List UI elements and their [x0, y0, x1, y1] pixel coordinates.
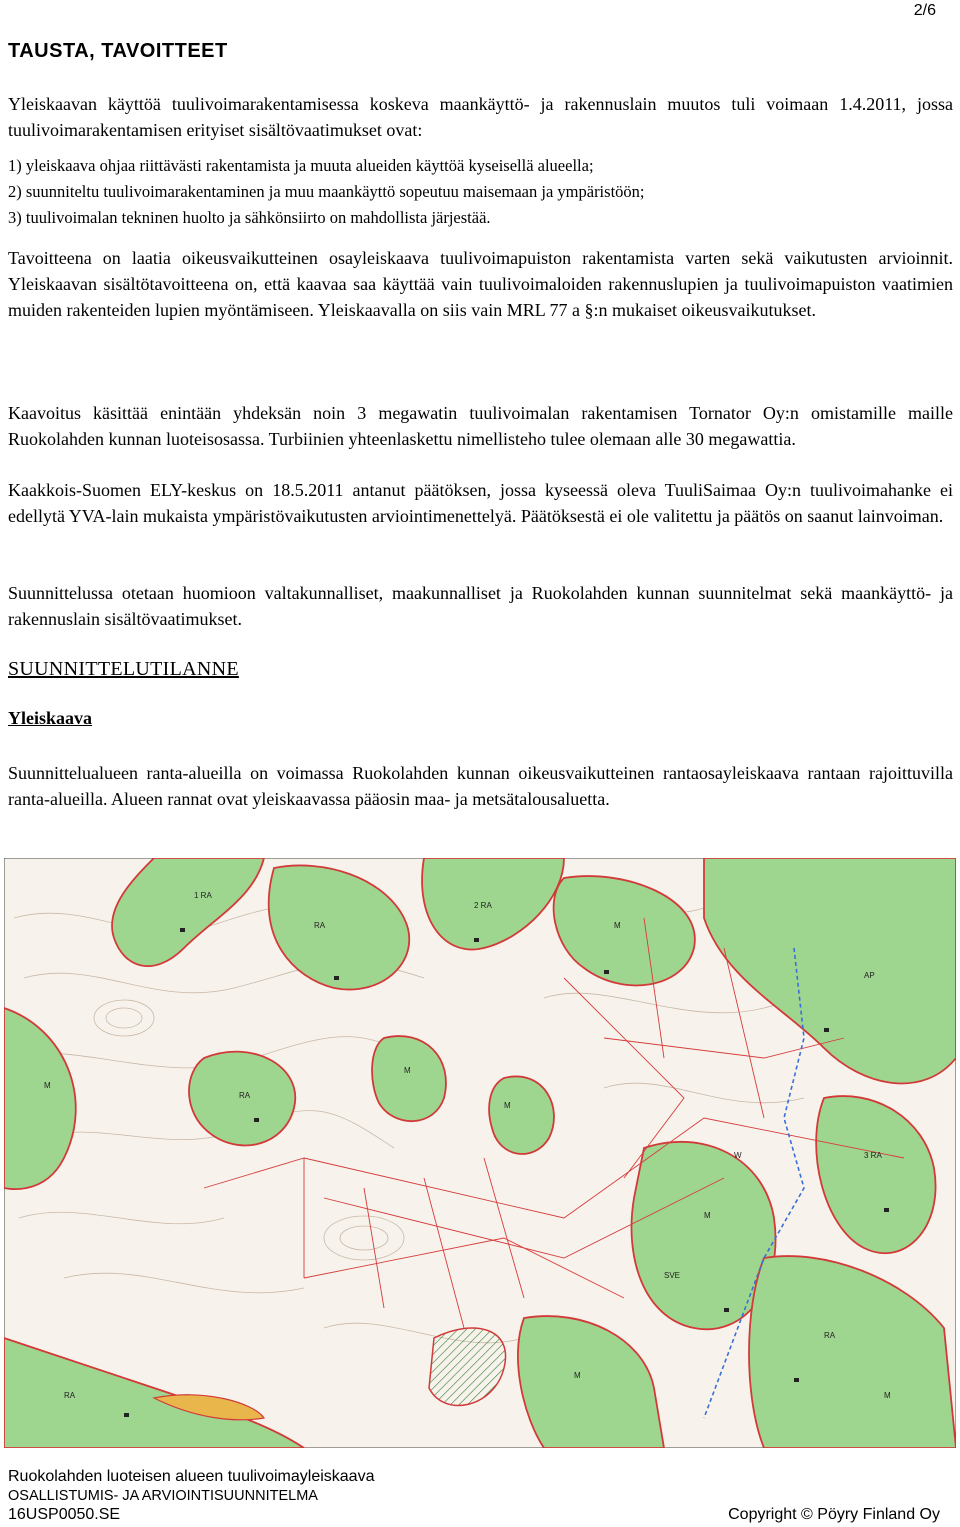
map-label: M	[614, 921, 621, 930]
map-label: M	[504, 1101, 511, 1110]
page-number: 2/6	[913, 2, 936, 19]
map-label: 1 RA	[194, 891, 212, 900]
footer-title: Ruokolahden luoteisen alueen tuulivoimayleiskaava	[8, 1468, 375, 1485]
map-label: M	[884, 1391, 891, 1400]
map-label: M	[404, 1066, 411, 1075]
general-plan-map	[4, 858, 956, 1448]
map-label: W	[734, 1151, 742, 1160]
map-label: 2 RA	[474, 901, 492, 910]
map-label: 3 RA	[864, 1151, 882, 1160]
yleiskaava-paragraph: Suunnittelualueen ranta-alueilla on voimassa Ruokolahden kunnan oikeusvaikutteinen rantaosayleiskaava rantaan rajoittuvilla ranta-alueilla. Alueen rannat ovat yleiskaavassa pääosin maa- ja metsätalousaluetta.	[8, 763, 953, 809]
map-label: SVE	[664, 1271, 681, 1280]
planning-considerations-paragraph: Suunnittelussa otetaan huomioon valtakunnalliset, maakunnalliset ja Ruokolahden kunnan suunnitelmat sekä maankäyttö- ja rakennuslain sisältövaatimukset.	[8, 583, 953, 629]
goal-paragraph: Tavoitteena on laatia oikeusvaikutteinen osayleiskaava tuulivoimapuiston rakentamista varten sekä vaikutusten arvioinnit. Yleiskaavan sisältötavoitteena on, että kaavaa saa käyttää vain tuulivoimaloiden rakennuslupien ja tuulivoimapuiston vaatimien muiden rakenteiden lupien myöntämiseen. Yleiskaavalla on siis vain MRL 77 a §:n mukaiset oikeusvaikutukset.	[8, 248, 953, 320]
requirement-item: 3) tuulivoimalan tekninen huolto ja sähkönsiirto on mahdollista järjestää.	[8, 208, 491, 227]
zoning-paragraph: Kaavoitus käsittää enintään yhdeksän noin 3 megawatin tuulivoimalan rakentamisen Tornator Oy:n omistamille maille Ruokolahden kunnan luoteisosassa. Turbiinien yhteenlaskettu nimellisteho tulee olemaan alle 30 megawattia.	[8, 403, 953, 449]
map-label: AP	[864, 971, 875, 980]
footer-document-code: 16USP0050.SE	[8, 1506, 121, 1523]
map-label: M	[704, 1211, 711, 1220]
page-title: TAUSTA, TAVOITTEET	[8, 40, 228, 62]
intro-paragraph: Yleiskaavan käyttöä tuulivoimarakentamisessa koskeva maankäyttö- ja rakennuslain muutos tuli voimaan 1.4.2011, jossa tuulivoimarakentamisen erityiset sisältövaatimukset ovat:	[8, 94, 953, 140]
ely-decision-paragraph: Kaakkois-Suomen ELY-keskus on 18.5.2011 antanut päätöksen, jossa kyseessä oleva TuuliSaimaa Oy:n tuulivoimahanke ei edellytä YVA-lain mukaista ympäristövaikutusten arviointimenettelyä. Päätöksestä ei ole valitettu ja päätös on saanut lainvoiman.	[8, 480, 953, 526]
footer-subtitle: OSALLISTUMIS- JA ARVIOINTISUUNNITELMA	[8, 1488, 318, 1504]
map-label: M	[44, 1081, 51, 1090]
page-footer	[8, 1468, 940, 1526]
footer-copyright: Copyright © Pöyry Finland Oy	[728, 1506, 940, 1523]
requirement-item: 1) yleiskaava ohjaa riittävästi rakentamista ja muuta alueiden käyttöä kyseisellä alueella;	[8, 156, 594, 175]
map-label: RA	[824, 1331, 836, 1340]
requirements-list	[8, 153, 953, 231]
map-label: M	[574, 1371, 581, 1380]
map-label: RA	[239, 1091, 251, 1100]
section-heading: SUUNNITTELUTILANNE	[8, 658, 239, 680]
requirement-item: 2) suunniteltu tuulivoimarakentaminen ja muu maankäyttö sopeutuu maisemaan ja ympäristöön;	[8, 182, 645, 201]
map-label: RA	[314, 921, 326, 930]
subsection-heading: Yleiskaava	[8, 708, 93, 728]
map-label: RA	[64, 1391, 76, 1400]
